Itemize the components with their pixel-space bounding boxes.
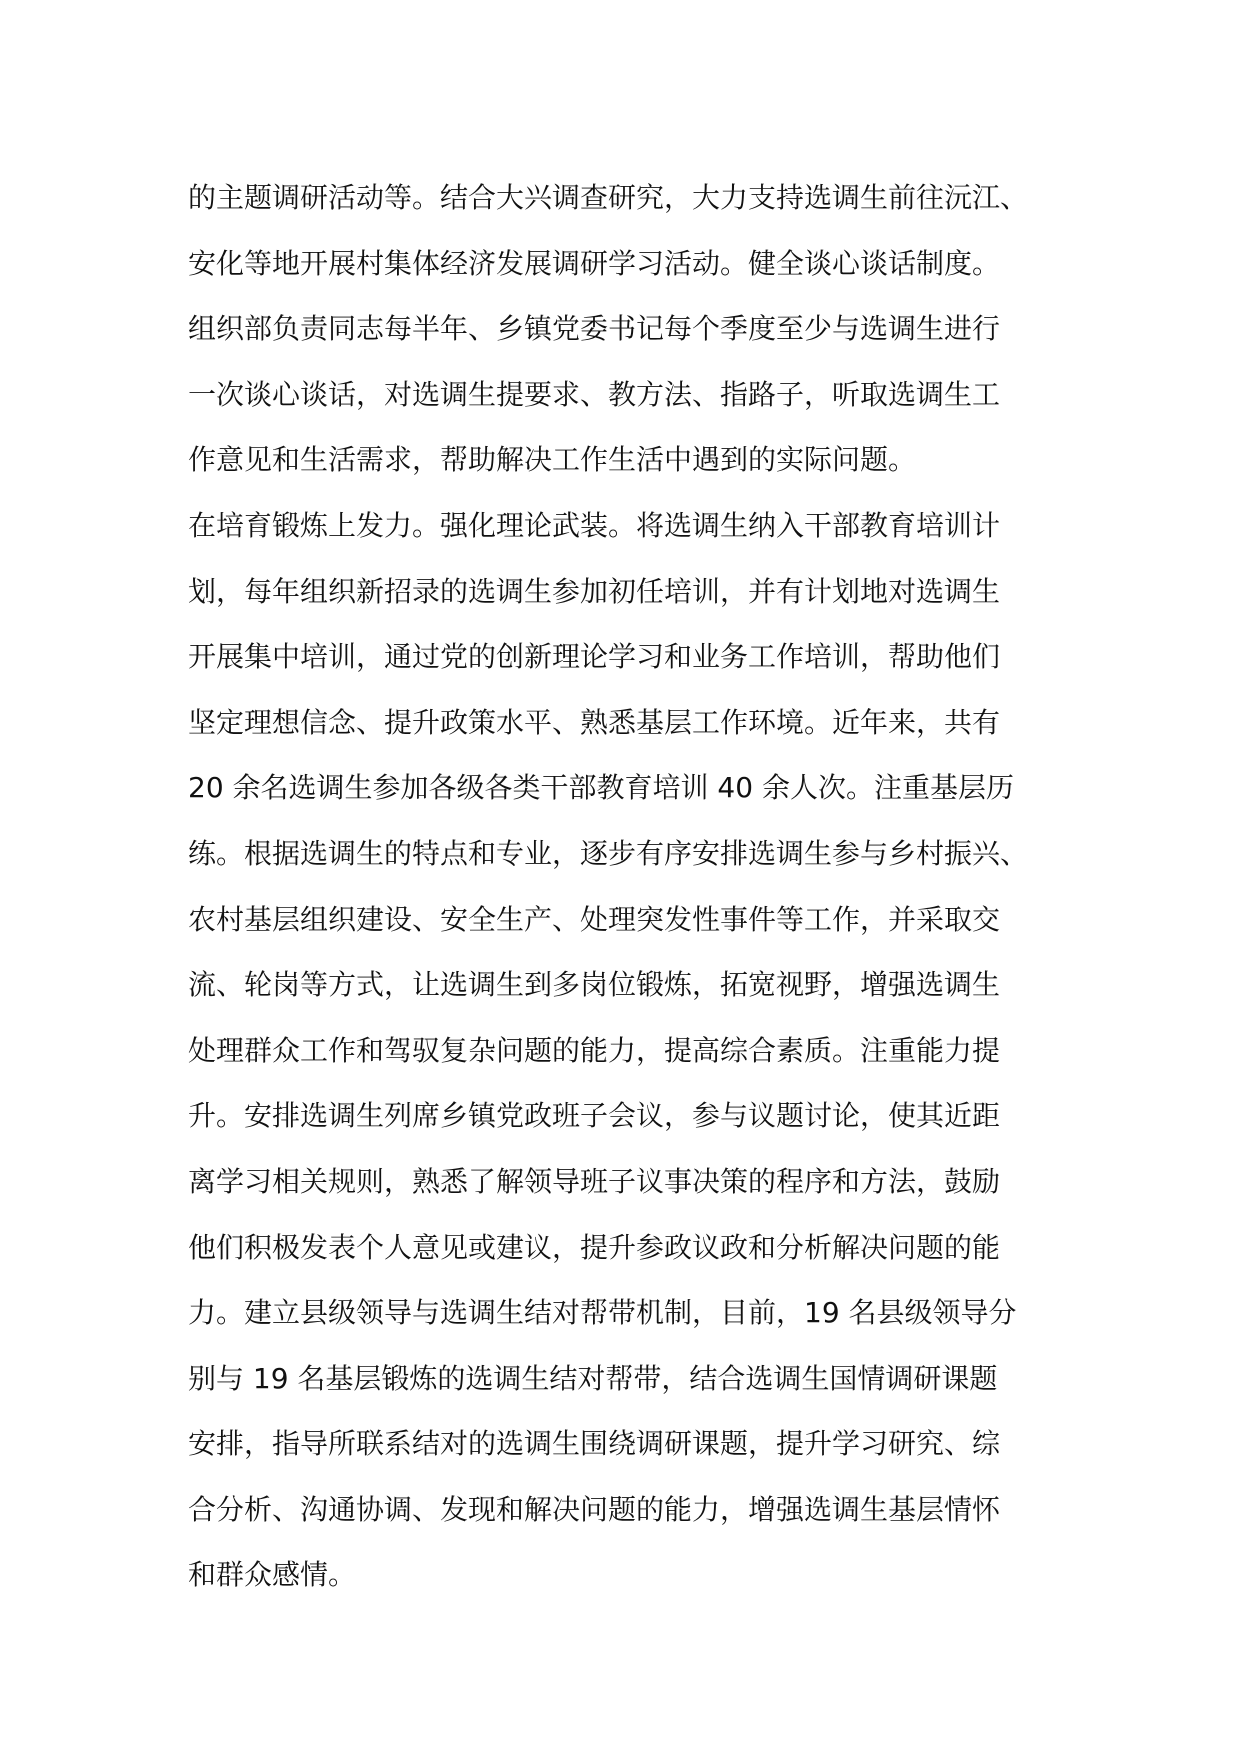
text-line: 练。根据选调生的特点和专业，逐步有序安排选调生参与乡村振兴、 (188, 836, 1029, 870)
text-line: 一次谈心谈话，对选调生提要求、教方法、指路子，听取选调生工 (188, 377, 1001, 411)
text-line: 他们积极发表个人意见或建议，提升参政议政和分析解决问题的能 (188, 1230, 1001, 1264)
text-line: 组织部负责同志每半年、乡镇党委书记每个季度至少与选调生进行 (188, 312, 1001, 346)
text-line: 升。安排选调生列席乡镇党政班子会议，参与议题讨论，使其近距 (188, 1099, 1001, 1133)
document-text-body (188, 165, 1080, 1608)
text-line: 开展集中培训，通过党的创新理论学习和业务工作培训，帮助他们 (188, 640, 1001, 674)
text-line: 力。建立县级领导与选调生结对帮带机制，目前，19 名县级领导分 (188, 1296, 1017, 1330)
text-line: 坚定理想信念、提升政策水平、熟悉基层工作环境。近年来，共有 (188, 705, 1001, 739)
text-line: 作意见和生活需求，帮助解决工作生活中遇到的实际问题。 (188, 443, 917, 477)
text-line: 安排，指导所联系结对的选调生围绕调研课题，提升学习研究、综 (188, 1427, 1001, 1461)
text-line: 农村基层组织建设、安全生产、处理突发性事件等工作，并采取交 (188, 902, 1001, 936)
text-line: 20 余名选调生参加各级各类干部教育培训 40 余人次。注重基层历 (188, 771, 1014, 805)
text-line: 在培育锻炼上发力。强化理论武装。将选调生纳入干部教育培训计 (188, 508, 1001, 542)
text-line: 别与 19 名基层锻炼的选调生结对帮带，结合选调生国情调研课题 (188, 1361, 998, 1395)
text-line: 和群众感情。 (188, 1558, 357, 1592)
text-line: 划，每年组织新招录的选调生参加初任培训，并有计划地对选调生 (188, 574, 1001, 608)
text-line: 处理群众工作和驾驭复杂问题的能力，提高综合素质。注重能力提 (188, 1033, 1001, 1067)
text-line: 安化等地开展村集体经济发展调研学习活动。健全谈心谈话制度。 (188, 246, 1001, 280)
text-line: 的主题调研活动等。结合大兴调查研究，大力支持选调生前往沅江、 (188, 181, 1029, 214)
text-line: 流、轮岗等方式，让选调生到多岗位锻炼，拓宽视野，增强选调生 (188, 968, 1001, 1002)
text-line: 离学习相关规则，熟悉了解领导班子议事决策的程序和方法，鼓励 (188, 1164, 1001, 1198)
text-line: 合分析、沟通协调、发现和解决问题的能力，增强选调生基层情怀 (188, 1492, 1001, 1526)
